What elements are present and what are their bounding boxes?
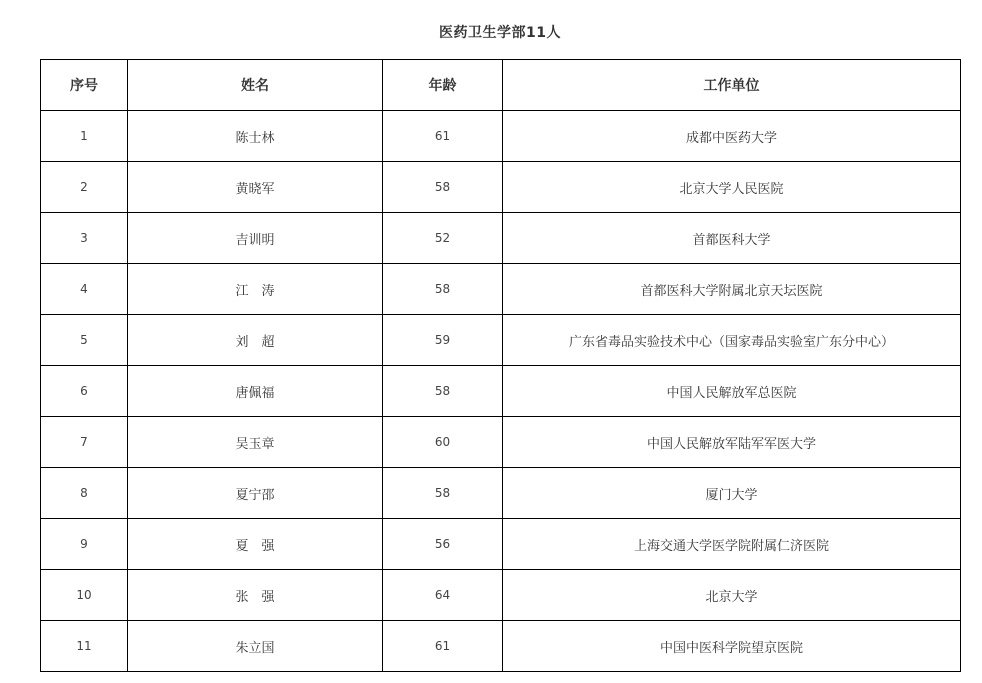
- cell-workplace: 广东省毒品实验技术中心（国家毒品实验室广东分中心）: [503, 315, 961, 366]
- cell-index: 11: [41, 621, 128, 672]
- page-title: 医药卫生学部11人: [439, 25, 561, 41]
- cell-name: 吴玉章: [128, 417, 383, 468]
- cell-name: 刘 超: [128, 315, 383, 366]
- cell-age: 58: [383, 162, 503, 213]
- cell-workplace: 上海交通大学医学院附属仁济医院: [503, 519, 961, 570]
- cell-age: 58: [383, 264, 503, 315]
- cell-index: 2: [41, 162, 128, 213]
- cell-workplace: 中国人民解放军总医院: [503, 366, 961, 417]
- cell-index: 9: [41, 519, 128, 570]
- cell-index: 1: [41, 111, 128, 162]
- cell-index: 3: [41, 213, 128, 264]
- table-header-row: [41, 60, 961, 111]
- cell-name: 江 涛: [128, 264, 383, 315]
- cell-workplace: 首都医科大学附属北京天坛医院: [503, 264, 961, 315]
- cell-index: 10: [41, 570, 128, 621]
- members-table: [40, 59, 961, 672]
- cell-index: 7: [41, 417, 128, 468]
- cell-name: 唐佩福: [128, 366, 383, 417]
- cell-age: 60: [383, 417, 503, 468]
- header-age: 年龄: [383, 60, 503, 111]
- cell-age: 58: [383, 468, 503, 519]
- cell-workplace: 中国人民解放军陆军军医大学: [503, 417, 961, 468]
- cell-index: 6: [41, 366, 128, 417]
- cell-age: 56: [383, 519, 503, 570]
- cell-index: 5: [41, 315, 128, 366]
- header-name: 姓名: [128, 60, 383, 111]
- cell-age: 64: [383, 570, 503, 621]
- table-row: [41, 519, 961, 570]
- cell-name: 张 强: [128, 570, 383, 621]
- table-row: [41, 315, 961, 366]
- cell-name: 夏 强: [128, 519, 383, 570]
- cell-workplace: 北京大学: [503, 570, 961, 621]
- table-row: [41, 417, 961, 468]
- cell-age: 59: [383, 315, 503, 366]
- cell-name: 朱立国: [128, 621, 383, 672]
- cell-workplace: 厦门大学: [503, 468, 961, 519]
- cell-index: 8: [41, 468, 128, 519]
- cell-age: 61: [383, 621, 503, 672]
- cell-workplace: 中国中医科学院望京医院: [503, 621, 961, 672]
- table-row: [41, 111, 961, 162]
- cell-age: 52: [383, 213, 503, 264]
- table-row: [41, 162, 961, 213]
- cell-workplace: 首都医科大学: [503, 213, 961, 264]
- header-index: 序号: [41, 60, 128, 111]
- cell-name: 黄晓军: [128, 162, 383, 213]
- table-row: [41, 264, 961, 315]
- cell-name: 夏宁邵: [128, 468, 383, 519]
- cell-age: 61: [383, 111, 503, 162]
- cell-index: 4: [41, 264, 128, 315]
- table-row: [41, 468, 961, 519]
- cell-name: 吉训明: [128, 213, 383, 264]
- table-row: [41, 213, 961, 264]
- header-workplace: 工作单位: [503, 60, 961, 111]
- table-row: [41, 621, 961, 672]
- cell-age: 58: [383, 366, 503, 417]
- table-row: [41, 570, 961, 621]
- cell-name: 陈士林: [128, 111, 383, 162]
- cell-workplace: 成都中医药大学: [503, 111, 961, 162]
- table-row: [41, 366, 961, 417]
- cell-workplace: 北京大学人民医院: [503, 162, 961, 213]
